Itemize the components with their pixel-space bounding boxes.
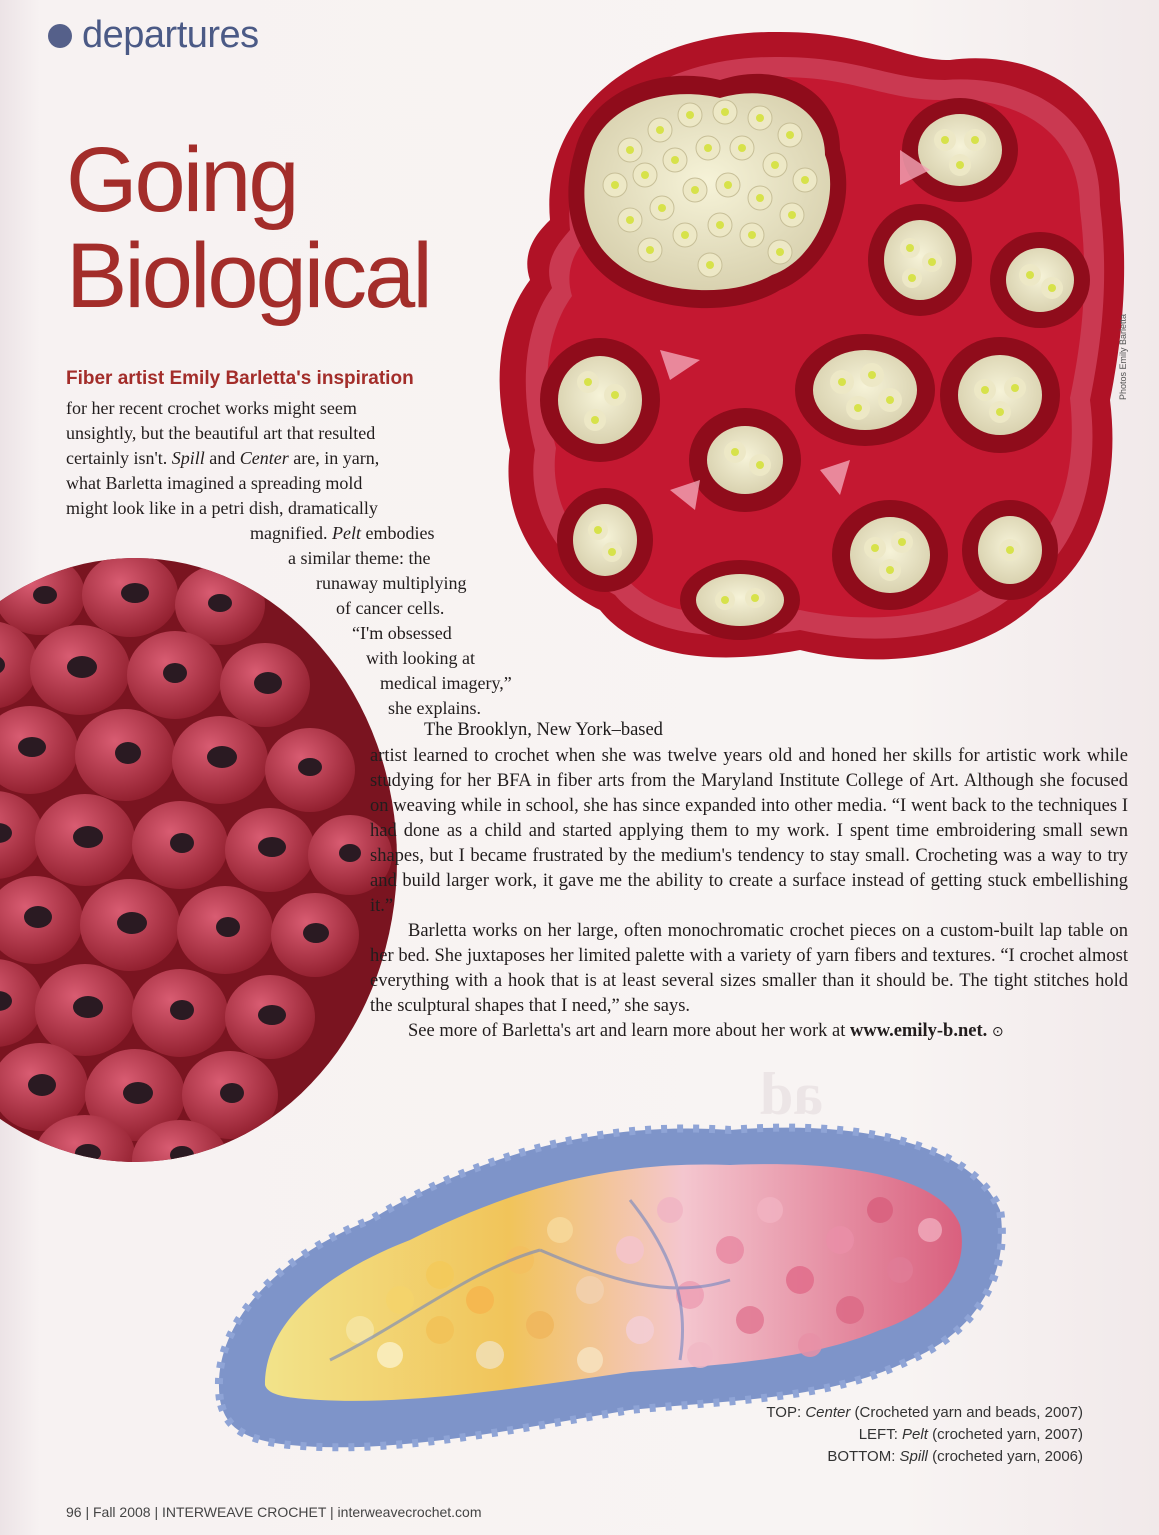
section-bullet-icon — [48, 24, 72, 48]
lead-line: might look like in a petri dish, dramatically — [66, 498, 378, 518]
lead-line: unsightly, but the beautiful art that resulted — [66, 423, 376, 443]
caption-top — [766, 1402, 1083, 1424]
lead-text: certainly isn't. — [66, 448, 168, 468]
lead-heading: Fiber artist Emily Barletta's inspiration — [66, 368, 414, 389]
caption-label: LEFT: — [858, 1426, 898, 1443]
website-link[interactable]: www.emily-b.net. — [850, 1021, 988, 1041]
caption-desc: (crocheted yarn, 2007) — [932, 1426, 1083, 1443]
caption-desc: (crocheted yarn, 2006) — [932, 1448, 1083, 1465]
lead-text: magnified. — [250, 523, 328, 543]
body-paragraph — [370, 1019, 1128, 1045]
lead-line: she explains. — [388, 698, 481, 718]
photo-credit: Photos Emily Barletta — [1118, 313, 1128, 400]
artwork-title: Spill — [171, 448, 205, 468]
body-paragraph: Barletta works on her large, often monochromatic crochet pieces on a custom-built lap table on her bed. She juxtaposes her limited palette with a variety of yarn fibers and textures. “I crochet almost everything with a hook that is at least several sizes smaller than it should be. The tight stitches hold the sculptural shapes that I need,” she says. — [370, 921, 1128, 1016]
caption-title: Center — [805, 1404, 851, 1421]
section-tag — [48, 14, 259, 57]
artwork-title: Pelt — [331, 523, 361, 543]
title-line-1: Going — [66, 129, 297, 231]
lead-text: and — [209, 448, 236, 468]
lead-line: with looking at — [366, 648, 475, 668]
lead-text: are, in yarn, — [293, 448, 380, 468]
image-captions — [766, 1402, 1083, 1468]
caption-title: Spill — [899, 1448, 928, 1465]
body-paragraph-start: The Brooklyn, New York–based — [424, 720, 663, 740]
caption-label: TOP: — [766, 1404, 802, 1421]
lead-line: medical imagery,” — [380, 673, 512, 693]
show-through-text: ad — [760, 1061, 824, 1127]
end-mark-icon: ⊙ — [991, 1024, 1004, 1040]
caption-desc: (Crocheted yarn and beads, 2007) — [854, 1404, 1083, 1421]
lead-text: embodies — [365, 523, 435, 543]
lead-line: “I'm obsessed — [352, 623, 452, 643]
section-label: departures — [82, 14, 259, 56]
page-footer: 96 | Fall 2008 | INTERWEAVE CROCHET | interweavecrochet.com — [66, 1504, 482, 1520]
caption-left — [766, 1424, 1083, 1446]
lead-line: of cancer cells. — [336, 598, 445, 618]
center-artwork-image — [480, 20, 1130, 675]
lead-line: runaway multiplying — [316, 573, 467, 593]
lead-line: a similar theme: the — [288, 548, 431, 568]
caption-bottom — [766, 1446, 1083, 1468]
lead-line — [250, 521, 434, 546]
body-paragraph: artist learned to crochet when she was twelve years old and honed her skills for artistic work while studying for her BFA in fiber arts from the Maryland Institute College of Art. Although she focused on weaving while in school, she has since expanded into other media. “I went back to the techniques I had done as a child and started applying them to my work. I spent time embroidering small sewn shapes, but I became frustrated by the medium's tendency to stay small. Crocheting was a way to try and build larger work, it gave me the ability to create a surface instead of getting stuck embellishing it.” — [370, 746, 1128, 916]
article-body — [370, 744, 1128, 1045]
title-line-2: Biological — [66, 225, 430, 327]
lead-line: for her recent crochet works might seem — [66, 398, 357, 418]
artwork-title: Center — [239, 448, 289, 468]
article-title — [66, 129, 466, 327]
pelt-artwork-image — [0, 555, 400, 1165]
body-text: See more of Barletta's art and learn more about her work at — [408, 1021, 846, 1041]
caption-title: Pelt — [902, 1426, 928, 1443]
lead-line: what Barletta imagined a spreading mold — [66, 473, 363, 493]
caption-label: BOTTOM: — [827, 1448, 896, 1465]
lead-line — [66, 446, 379, 471]
